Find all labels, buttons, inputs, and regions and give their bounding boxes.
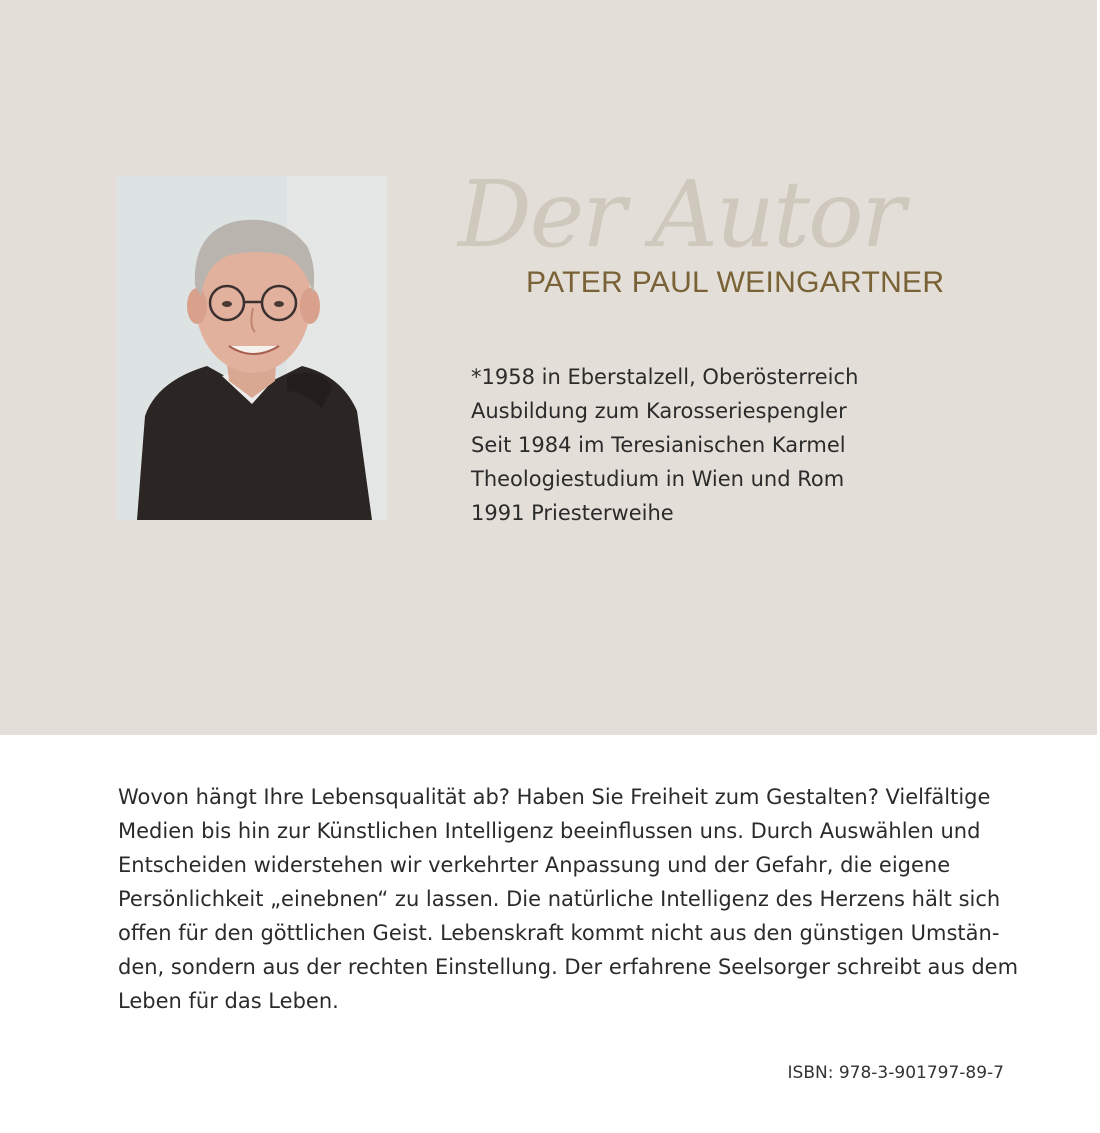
description-line: Entscheiden widerstehen wir verkehrter Anpassung und der Gefahr, die eigene <box>118 853 951 877</box>
bio-line: *1958 in Eberstalzell, Oberösterreich <box>471 365 859 389</box>
book-description <box>118 780 1018 1018</box>
section-title-script: Der Autor <box>458 161 904 268</box>
author-bio-list <box>471 362 858 532</box>
author-portrait-illustration <box>117 176 387 520</box>
bio-line: 1991 Priesterweihe <box>471 501 674 525</box>
bio-line: Ausbildung zum Karosseriespengler <box>471 399 847 423</box>
description-line: Medien bis hin zur Künstlichen Intelligenz beeinflussen uns. Durch Auswählen und <box>118 819 981 843</box>
author-photo <box>117 176 387 520</box>
description-line: Persönlichkeit „einebnen“ zu lassen. Die natürliche Intelligenz des Herzens hält sich <box>118 887 1001 911</box>
isbn-number: ISBN: 978-3-901797-89-7 <box>787 1063 1004 1083</box>
author-name: PATER PAUL WEINGARTNER <box>526 266 945 299</box>
description-line: den, sondern aus der rechten Einstellung. Der erfahrene Seelsorger schreibt aus dem <box>118 955 1019 979</box>
description-line: Leben für das Leben. <box>118 989 339 1013</box>
bio-line: Seit 1984 im Teresianischen Karmel <box>471 433 846 457</box>
description-line: Wovon hängt Ihre Lebensqualität ab? Haben Sie Freiheit zum Gestalten? Vielfältige <box>118 785 991 809</box>
bio-line: Theologiestudium in Wien und Rom <box>471 467 845 491</box>
description-line: offen für den göttlichen Geist. Lebenskraft kommt nicht aus den günstigen Umstän- <box>118 921 1000 945</box>
